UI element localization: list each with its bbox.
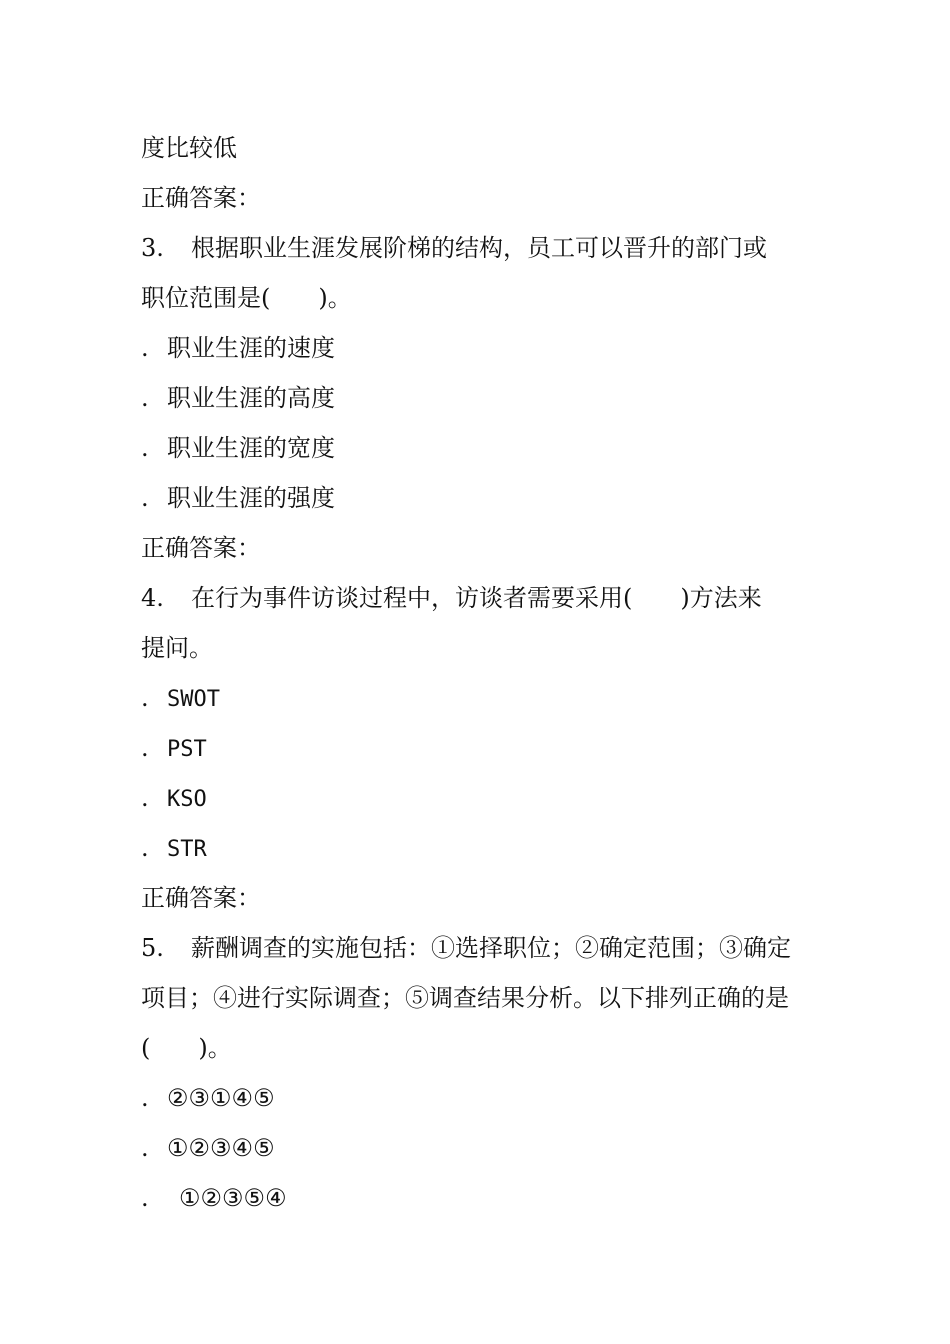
option-marker: . (141, 434, 149, 462)
option-text: STR (167, 837, 207, 862)
option-item (141, 1083, 821, 1113)
option-item (141, 783, 821, 813)
option-text: 职业生涯的高度 (167, 384, 335, 412)
text-fragment: 度比较低 (141, 134, 237, 162)
question-text-continued: 项目；④进行实际调查；⑤调查结果分析。以下排列正确的是 (141, 984, 789, 1012)
option-text: SWOT (167, 687, 220, 712)
option-marker: . (141, 734, 149, 762)
option-marker: . (141, 1184, 149, 1212)
option-text: 职业生涯的宽度 (167, 434, 335, 462)
option-item (141, 683, 821, 713)
option-marker: . (141, 484, 149, 512)
question-4 (141, 583, 821, 613)
option-item (141, 1133, 821, 1163)
option-item (141, 733, 821, 763)
option-item (141, 433, 821, 463)
question-5 (141, 933, 821, 963)
option-item (141, 383, 821, 413)
option-item (141, 1183, 821, 1213)
option-marker: . (141, 1084, 149, 1112)
option-marker: . (141, 834, 149, 862)
question-number: 3. (141, 234, 164, 262)
question-text: 薪酬调查的实施包括：①选择职位；②确定范围；③确定 (191, 934, 791, 962)
option-text: ①②③④⑤ (167, 1134, 275, 1162)
question-text-continued: ( )。 (141, 1034, 232, 1062)
option-text: PST (167, 737, 207, 762)
option-marker: . (141, 334, 149, 362)
option-marker: . (141, 684, 149, 712)
option-item (141, 833, 821, 863)
option-text: 职业生涯的速度 (167, 334, 335, 362)
question-text: 根据职业生涯发展阶梯的结构，员工可以晋升的部门或 (191, 234, 767, 262)
answer-label: 正确答案： (141, 184, 261, 212)
option-text: ①②③⑤④ (179, 1184, 287, 1212)
option-text: 职业生涯的强度 (167, 484, 335, 512)
option-text: ②③①④⑤ (167, 1084, 275, 1112)
option-marker: . (141, 384, 149, 412)
question-number: 5. (141, 934, 164, 962)
question-number: 4. (141, 584, 164, 612)
question-text-continued: 职位范围是( )。 (141, 284, 352, 312)
question-text: 在行为事件访谈过程中，访谈者需要采用( )方法来 (191, 584, 762, 612)
option-item (141, 483, 821, 513)
option-item (141, 333, 821, 363)
question-3 (141, 233, 821, 263)
option-text: KSO (167, 787, 207, 812)
answer-label: 正确答案： (141, 534, 261, 562)
option-marker: . (141, 784, 149, 812)
option-marker: . (141, 1134, 149, 1162)
answer-label: 正确答案： (141, 884, 261, 912)
question-text-continued: 提问。 (141, 634, 213, 662)
